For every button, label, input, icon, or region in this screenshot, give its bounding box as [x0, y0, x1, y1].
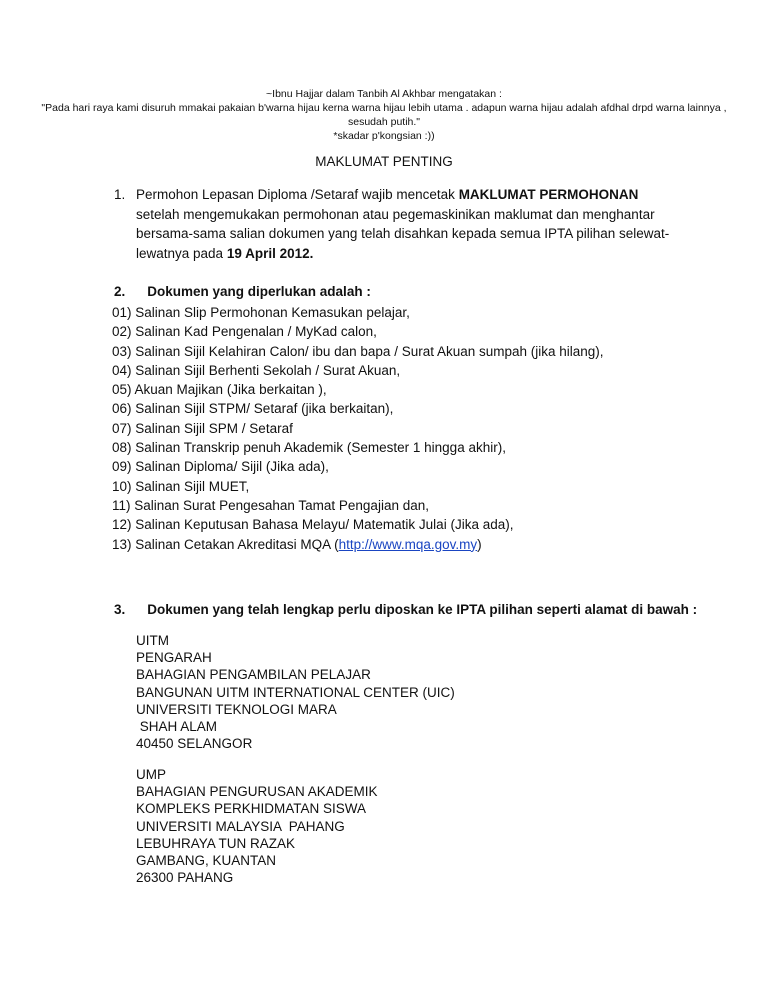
address-line: UITM	[136, 633, 169, 648]
address-line: LEBUHRAYA TUN RAZAK	[136, 835, 296, 851]
section-2-title: Dokumen yang diperlukan adalah :	[147, 284, 371, 299]
address-line: SHAH ALAM	[136, 719, 218, 735]
list-item: 09) Salinan Diploma/ Sijil (Jika ada),	[112, 459, 329, 475]
section-1-bold-term: MAKLUMAT PERMOHONAN	[458, 187, 639, 202]
section-3-heading	[114, 602, 697, 617]
section-1-text-part: setelah mengemukakan permohonan atau pegemaskinikan maklumat dan menghantar bersama-sama salian dokumen yang telah disahkan kepada semua IPTA pilihan selewat-lewatnya pada	[136, 206, 670, 261]
page-title: MAKLUMAT PENTING	[315, 154, 453, 169]
section-1-text	[136, 185, 674, 263]
address-line: BAHAGIAN PENGURUSAN AKADEMIK	[136, 784, 378, 800]
quote-block	[40, 87, 728, 143]
mqa-link[interactable]: http://www.mqa.gov.my	[338, 536, 478, 552]
address-line: GAMBANG, KUANTAN	[136, 853, 277, 869]
address-line: UNIVERSITI MALAYSIA PAHANG	[136, 818, 345, 834]
address-uitm	[136, 632, 455, 752]
section-3-title: Dokumen yang telah lengkap perlu diposkan ke IPTA pilihan seperti alamat di bawah :	[147, 602, 698, 617]
list-item: 04) Salinan Sijil Berhenti Sekolah / Surat Akuan,	[112, 362, 401, 378]
section-1-text-part: Permohon Lepasan Diploma /Setaraf wajib mencetak	[136, 187, 459, 202]
quote-note: *skadar p'kongsian :))	[333, 130, 435, 142]
section-2-number: 2.	[114, 284, 126, 299]
address-line: UNIVERSITI TEKNOLOGI MARA	[136, 701, 337, 717]
list-item	[112, 535, 604, 554]
address-line: UMP	[136, 767, 166, 782]
address-line: PENGARAH	[136, 650, 212, 666]
list-item-text: )	[477, 536, 482, 552]
quote-text: "Pada hari raya kami disuruh mmakai pakaian b'warna hijau kerna warna hijau lebih utama . adapun warna hijau adalah afdhal drpd warna lainnya , sesudah putih."	[41, 102, 727, 128]
list-item: 07) Salinan Sijil SPM / Setaraf	[112, 420, 293, 436]
list-item-text: 13) Salinan Cetakan Akreditasi MQA (	[112, 536, 339, 552]
address-line: 26300 PAHANG	[136, 870, 234, 886]
list-item: 03) Salinan Sijil Kelahiran Calon/ ibu dan bapa / Surat Akuan sumpah (jika hilang),	[112, 343, 604, 359]
quote-attribution: ~Ibnu Hajjar dalam Tanbih Al Akhbar mengatakan :	[266, 88, 502, 100]
address-ump	[136, 766, 378, 886]
list-item: 11) Salinan Surat Pengesahan Tamat Pengajian dan,	[112, 497, 429, 513]
list-item: 02) Salinan Kad Pengenalan / MyKad calon,	[112, 324, 377, 340]
list-item: 01) Salinan Slip Permohonan Kemasukan pelajar,	[112, 305, 410, 320]
section-1-deadline: 19 April 2012.	[226, 245, 314, 261]
section-1	[114, 185, 674, 263]
section-1-number: 1.	[114, 187, 126, 202]
section-3-number: 3.	[114, 602, 126, 617]
address-line: BAHAGIAN PENGAMBILAN PELAJAR	[136, 667, 371, 683]
list-item: 05) Akuan Majikan (Jika berkaitan ),	[112, 382, 327, 398]
list-item: 12) Salinan Keputusan Bahasa Melayu/ Matematik Julai (Jika ada),	[112, 517, 514, 533]
address-line: 40450 SELANGOR	[136, 736, 253, 752]
list-item: 06) Salinan Sijil STPM/ Setaraf (jika berkaitan),	[112, 401, 394, 417]
document-list	[112, 303, 604, 554]
list-item: 10) Salinan Sijil MUET,	[112, 478, 250, 494]
address-line: KOMPLEKS PERKHIDMATAN SISWA	[136, 801, 367, 817]
section-2-heading	[114, 284, 371, 299]
address-line: BANGUNAN UITM INTERNATIONAL CENTER (UIC)	[136, 684, 455, 700]
list-item: 08) Salinan Transkrip penuh Akademik (Semester 1 hingga akhir),	[112, 440, 506, 456]
